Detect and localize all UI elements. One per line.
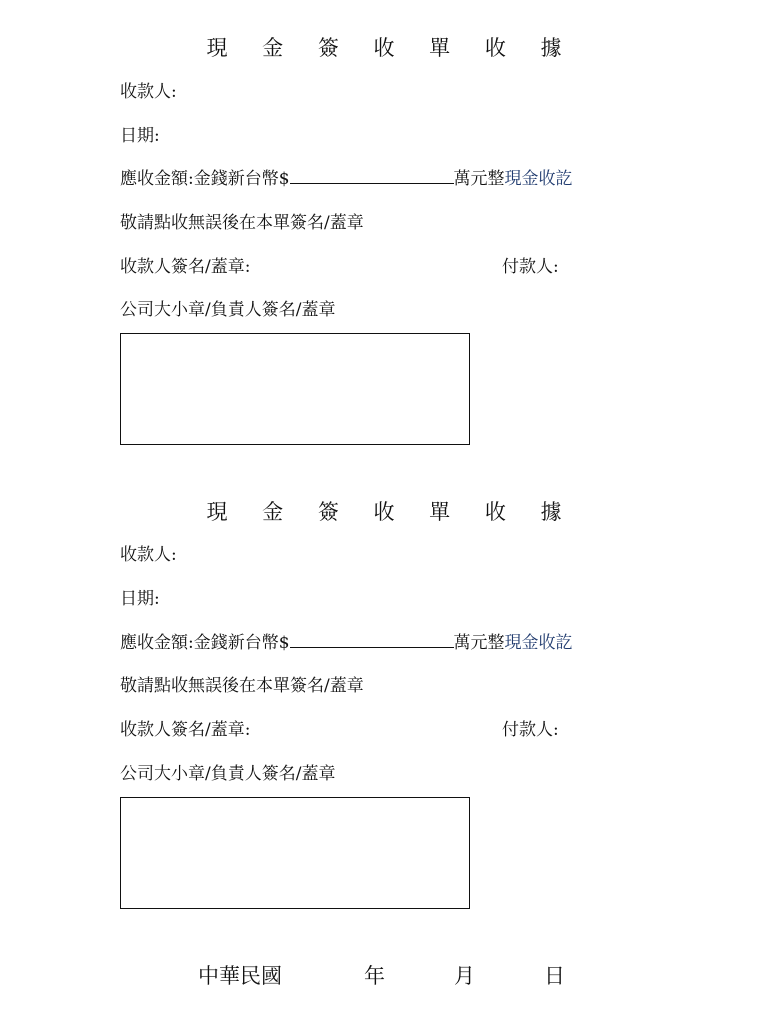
instruction-text: 敬請點收無誤後在本單簽名/蓋章 xyxy=(120,213,364,233)
amount-line xyxy=(120,631,573,655)
payee-signature-label: 收款人簽名/蓋章: xyxy=(120,257,251,277)
payer-label: 付款人: xyxy=(502,720,559,740)
payer-label: 付款人: xyxy=(502,257,559,277)
date-label: 日期: xyxy=(120,589,160,609)
day-label: 日 xyxy=(544,964,565,988)
payee-signature-label: 收款人簽名/蓋章: xyxy=(120,720,251,740)
cash-received-note: 現金收訖 xyxy=(504,169,573,189)
amount-suffix: 萬元整 xyxy=(453,169,505,189)
amount-prefix: 應收金額:金錢新台幣$ xyxy=(120,633,290,653)
amount-prefix: 應收金額:金錢新台幣$ xyxy=(120,169,290,189)
amount-suffix: 萬元整 xyxy=(453,633,505,653)
cash-received-note: 現金收訖 xyxy=(504,633,573,653)
payee-label: 收款人: xyxy=(120,545,177,565)
company-seal-label: 公司大小章/負責人簽名/蓋章 xyxy=(120,300,336,320)
company-seal-label: 公司大小章/負責人簽名/蓋章 xyxy=(120,764,336,784)
month-label: 月 xyxy=(454,964,475,988)
amount-blank[interactable] xyxy=(290,631,454,648)
receipt-title: 現 金 簽 收 單 收 據 xyxy=(206,36,576,60)
year-label: 年 xyxy=(364,964,385,988)
amount-line xyxy=(120,167,573,191)
era-label: 中華民國 xyxy=(198,964,282,988)
amount-blank[interactable] xyxy=(290,167,454,184)
instruction-text: 敬請點收無誤後在本單簽名/蓋章 xyxy=(120,676,364,696)
seal-box[interactable] xyxy=(120,333,470,445)
seal-box[interactable] xyxy=(120,797,470,909)
date-label: 日期: xyxy=(120,126,160,146)
receipt-title: 現 金 簽 收 單 收 據 xyxy=(206,500,576,524)
payee-label: 收款人: xyxy=(120,82,177,102)
